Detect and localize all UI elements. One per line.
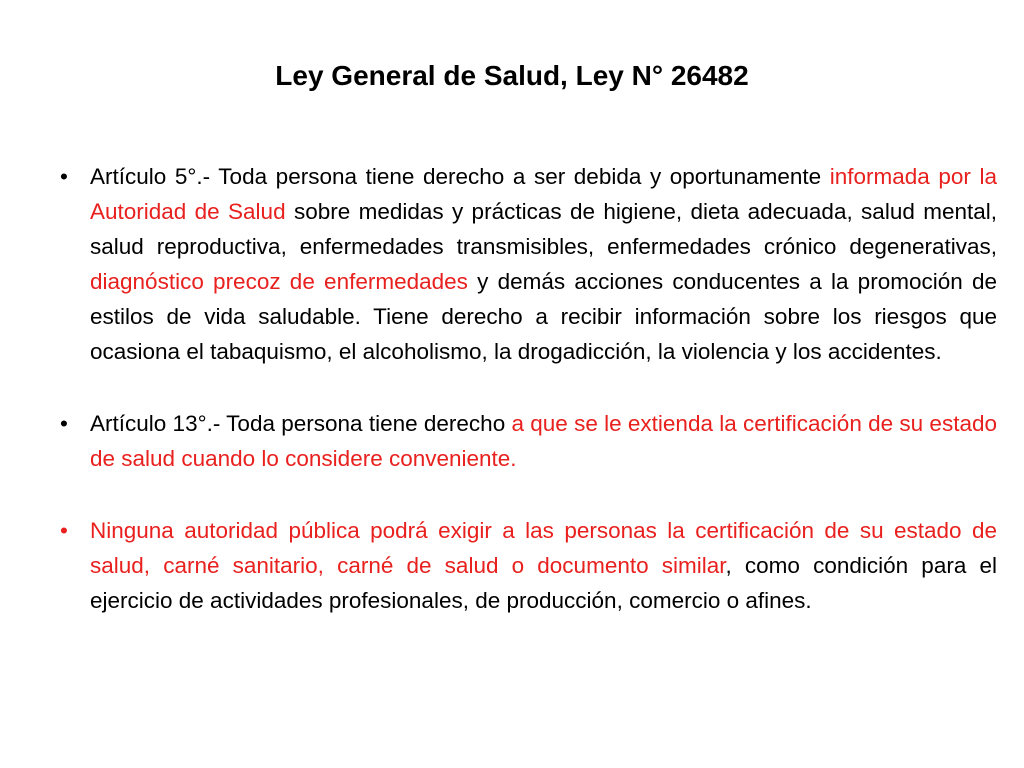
bullet-list — [60, 159, 997, 618]
article-13-highlight-certificacion: a que se le extienda la certificación de su estado de salud cuando lo considere conveniente. — [90, 411, 997, 471]
article-5-bullet — [60, 159, 997, 369]
slide-title: Ley General de Salud, Ley N° 26482 — [275, 60, 749, 91]
article-5-text-closing: y demás acciones conducentes a la promoción de estilos de vida saludable. Tiene derecho a recibir información sobre los riesgos que ocasiona el tabaquismo, el alcoholismo, la drogadicción, la violencia y los accidentes. — [90, 269, 997, 364]
article-13-bullet — [60, 406, 997, 476]
article-5-highlight-diagnostico: diagnóstico precoz de enfermedades — [90, 269, 468, 294]
ninguna-autoridad-highlight: Ninguna autoridad pública podrá exigir a las personas la certificación de su estado de salud, carné sanitario, carné de salud o documento similar — [90, 518, 997, 578]
bullet-dot-icon: • — [60, 411, 68, 436]
ninguna-autoridad-bullet — [60, 513, 997, 618]
article-5-text-intro: Artículo 5°.- Toda persona tiene derecho a ser debida y oportunamente — [90, 164, 830, 189]
article-5-text-medidas: sobre medidas y prácticas de higiene, dieta adecuada, salud mental, salud reproductiva, enfermedades transmisibles, enfermedades crónico degenerativas, — [90, 199, 997, 259]
bullet-dot-icon: • — [60, 518, 68, 543]
article-13-text-intro: Artículo 13°.- Toda persona tiene derecho — [90, 411, 512, 436]
article-5-highlight-informada: informada por la Autoridad de Salud — [90, 164, 997, 224]
ninguna-autoridad-text-closing: , como condición para el ejercicio de actividades profesionales, de producción, comercio o afines. — [90, 553, 997, 613]
bullet-dot-icon: • — [60, 164, 68, 189]
